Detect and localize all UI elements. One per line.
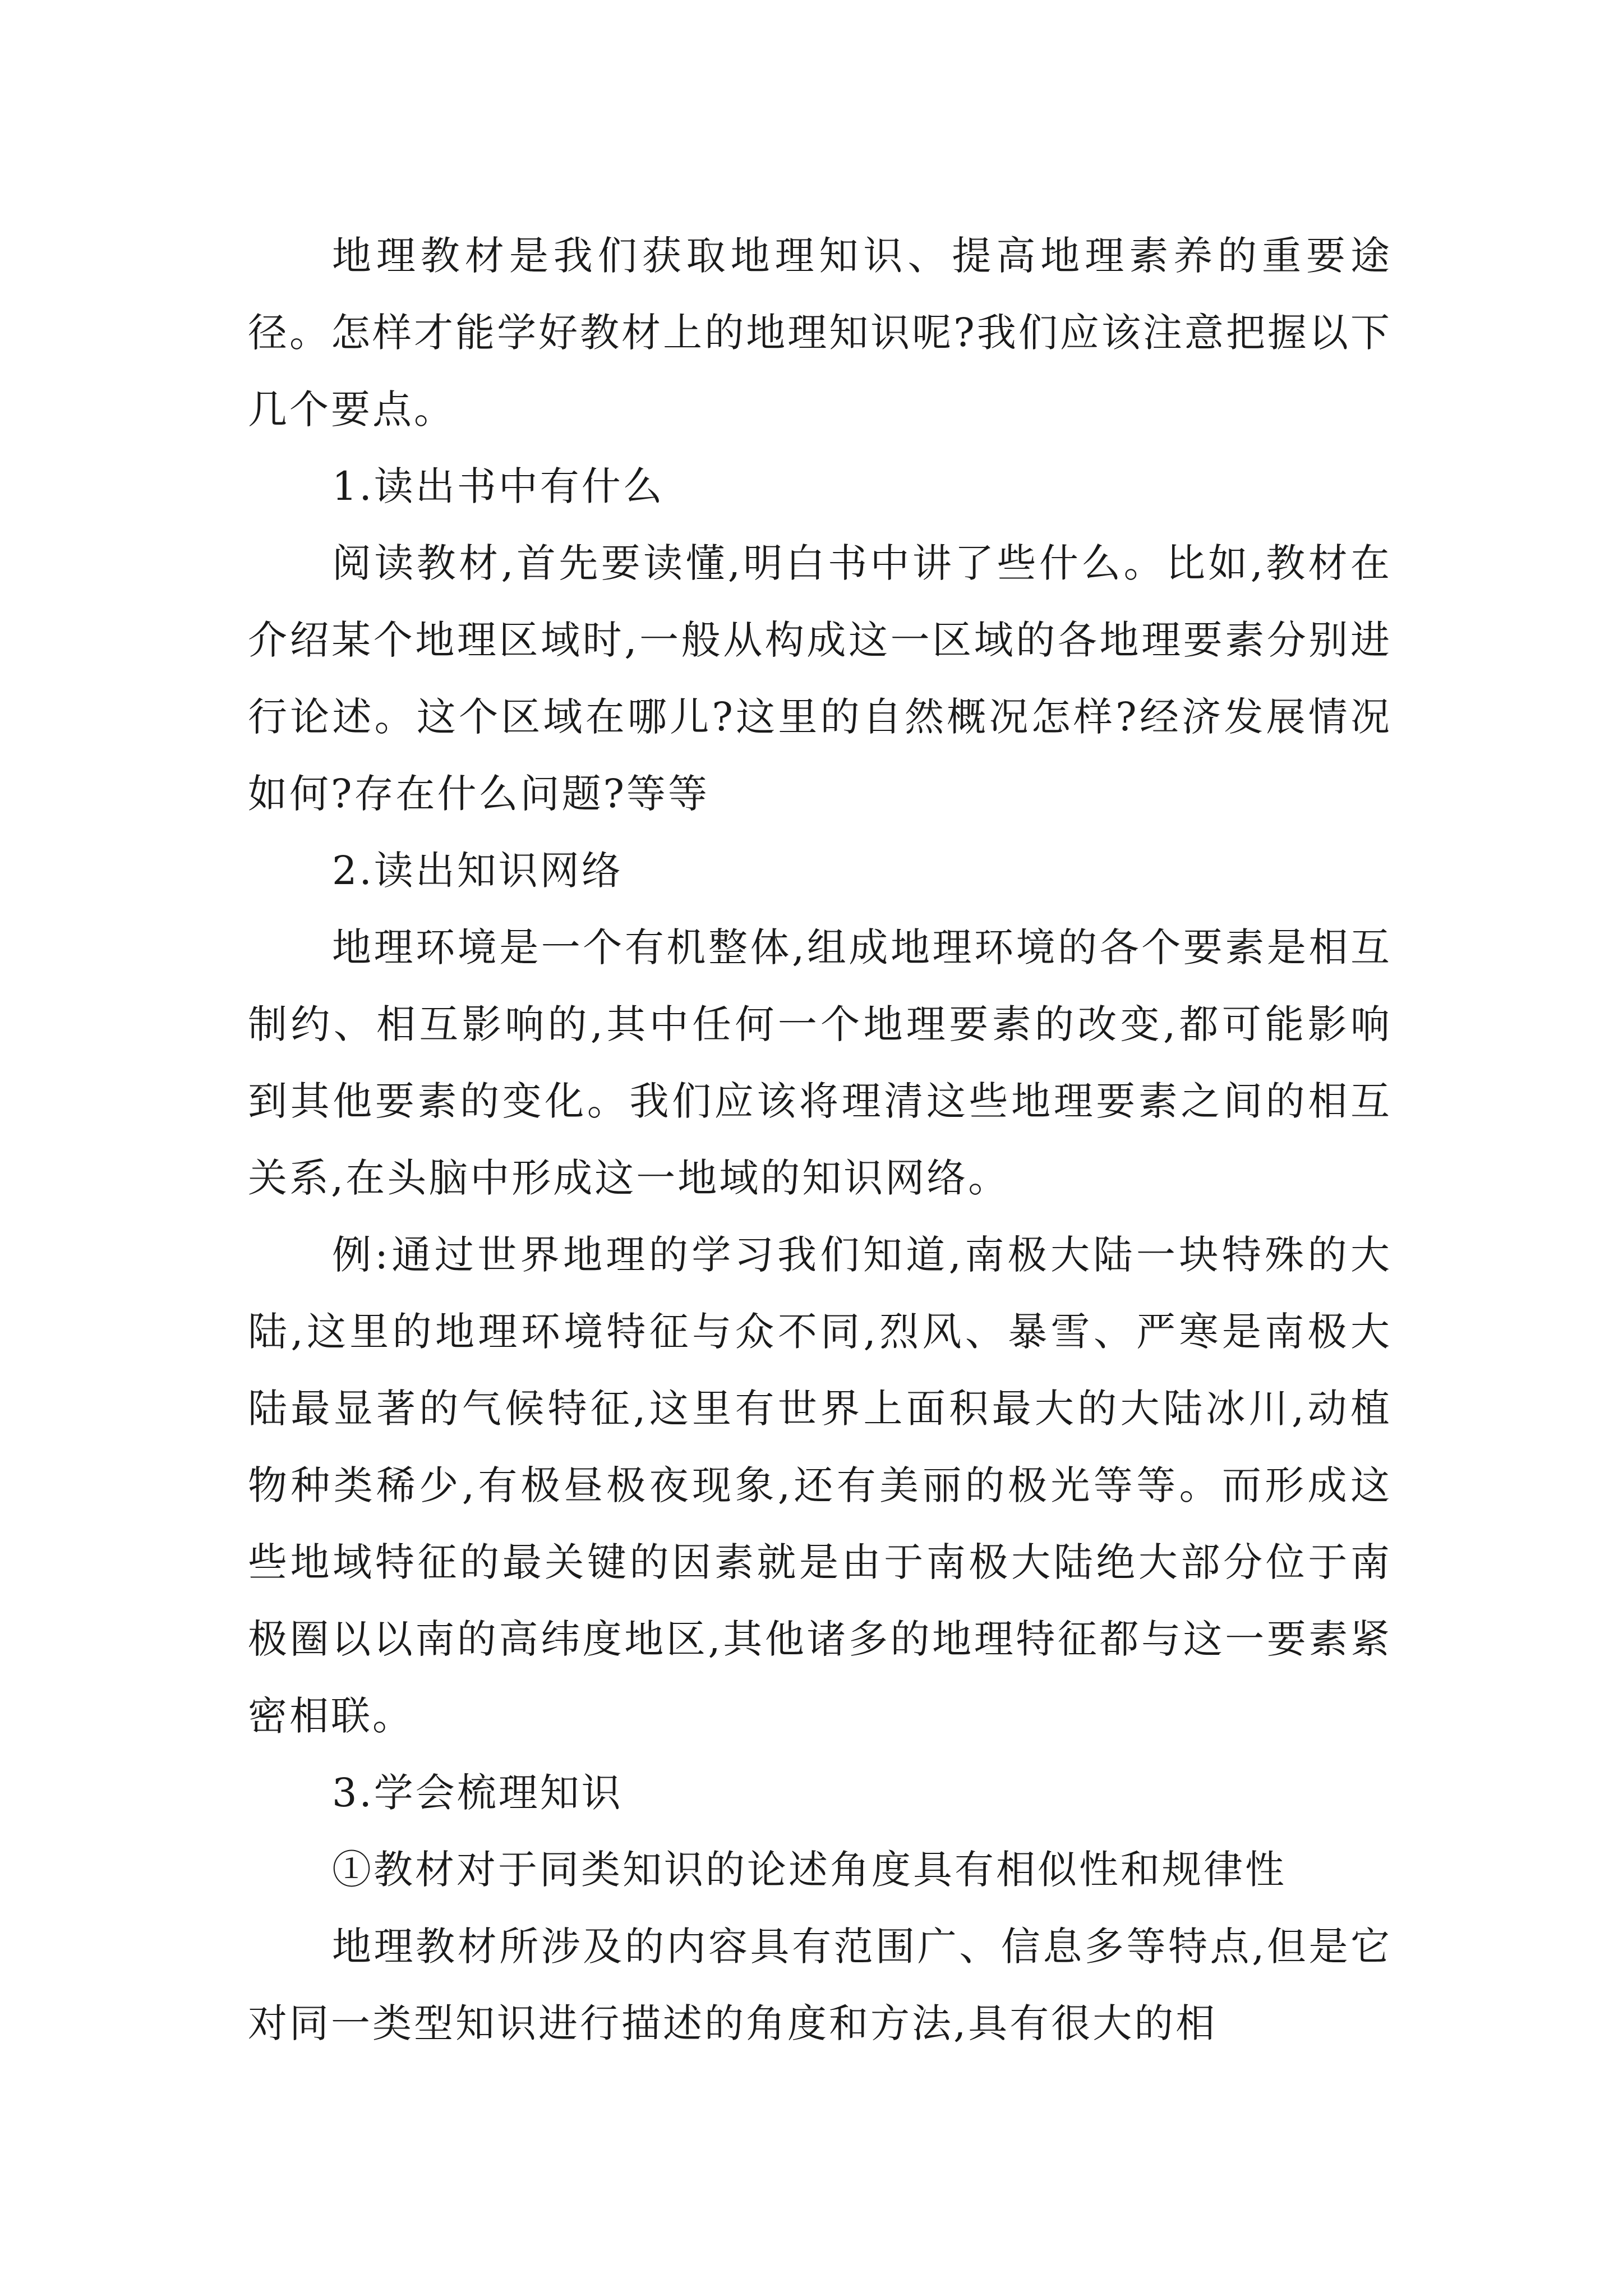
document-body (248, 218, 1392, 2062)
subsection-heading-1: ①教材对于同类知识的论述角度具有相似性和规律性 (332, 1847, 1287, 1893)
example-paragraph: 例:通过世界地理的学习我们知道,南极大陆一块特殊的大陆,这里的地理环境特征与众不同,烈风、暴雪、严寒是南极大陆最显著的气候特征,这里有世界上面积最大的大陆冰川,动植物种类稀少,有极昼极夜现象,还有美丽的极光等等。而形成这些地域特征的最关键的因素就是由于南极大陆绝大部分位于南极圈以以南的高纬度地区,其他诸多的地理特征都与这一要素紧密相联。 (248, 1232, 1392, 1739)
section-1-paragraph: 阅读教材,首先要读懂,明白书中讲了些什么。比如,教材在介绍某个地理区域时,一般从构成这一区域的各地理要素分别进行论述。这个区域在哪儿?这里的自然概况怎样?经济发展情况如何?存在什么问题?等等 (248, 540, 1392, 817)
intro-paragraph: 地理教材是我们获取地理知识、提高地理素养的重要途径。怎样才能学好教材上的地理知识呢?我们应该注意把握以下几个要点。 (248, 233, 1392, 432)
section-2-paragraph: 地理环境是一个有机整体,组成地理环境的各个要素是相互制约、相互影响的,其中任何一个地理要素的改变,都可能影响到其他要素的变化。我们应该将理清这些地理要素之间的相互关系,在头脑中形成这一地域的知识网络。 (248, 924, 1392, 1201)
section-3-paragraph: 地理教材所涉及的内容具有范围广、信息多等特点,但是它对同一类型知识进行描述的角度和方法,具有很大的相 (248, 1924, 1392, 2046)
section-heading-1: 1.读出书中有什么 (332, 463, 665, 509)
section-heading-3: 3.学会梳理知识 (332, 1770, 623, 1816)
section-heading-2: 2.读出知识网络 (332, 848, 623, 894)
